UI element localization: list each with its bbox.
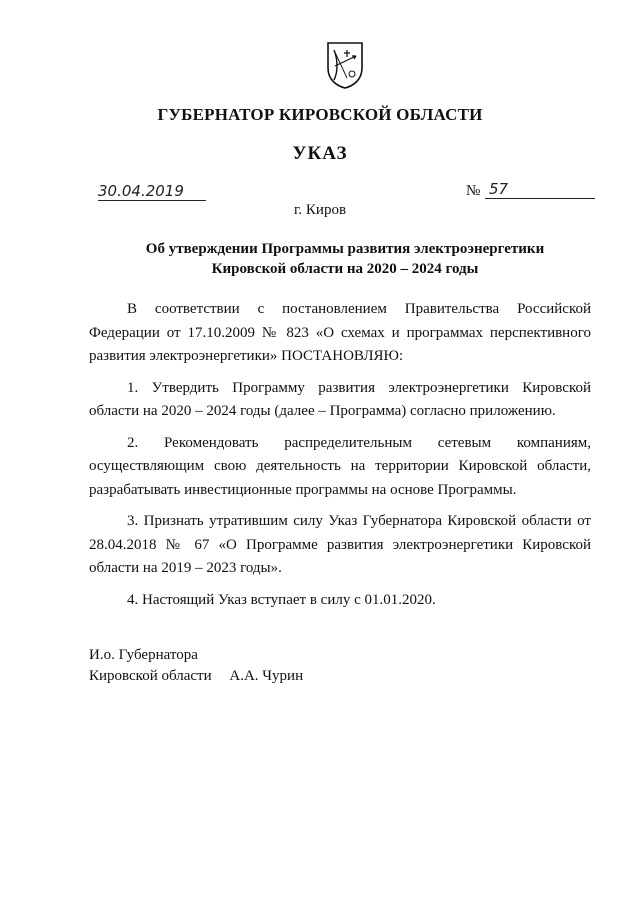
decree-body: [89, 298, 591, 612]
decree-label: УКАЗ: [292, 143, 348, 164]
governor-title: ГУБЕРНАТОР КИРОВСКОЙ ОБЛАСТИ: [157, 105, 483, 124]
item-2-paragraph: 2. Рекомендовать распределительным сетевым компаниям, осуществляющим свою деятельность на территории Кировской области, разрабатывать инвестиционные программы на основе Программы.: [89, 434, 591, 498]
signer-name: А.А. Чурин: [229, 668, 304, 684]
city: г. Киров: [293, 202, 347, 218]
title-line-2: Кировской области на 2020 – 2024 годы: [211, 261, 479, 277]
item-3-paragraph: 3. Признать утратившим силу Указ Губернатора Кировской области от 28.04.2018 № 67 «О Программе развития электроэнергетики Кировской области на 2019 – 2023 годы».: [89, 513, 591, 576]
coat-of-arms-icon: [325, 40, 365, 90]
item-1-paragraph: 1. Утвердить Программу развития электроэнергетики Кировской области на 2020 – 2024 годы (далее – Программа) согласно приложению.: [89, 379, 591, 419]
decree-number: 57: [485, 180, 595, 199]
signer-position-line-1: И.о. Губернатора: [89, 647, 198, 663]
title-line-1: Об утверждении Программы развития электроэнергетики: [145, 241, 545, 257]
item-4-paragraph: 4. Настоящий Указ вступает в силу с 01.01.2020.: [127, 591, 436, 608]
signer-position-line-2: Кировской области: [89, 668, 212, 684]
number-label: №: [466, 183, 481, 199]
preamble-paragraph: В соответствии с постановлением Правительства Российской Федерации от 17.10.2009 № 823 «О схемах и программах перспективного развития электроэнергетики» ПОСТАНОВЛЯЮ:: [89, 301, 591, 364]
decree-date: 30.04.2019: [98, 182, 206, 201]
signature-block: [89, 645, 303, 687]
document-title: [100, 239, 590, 279]
